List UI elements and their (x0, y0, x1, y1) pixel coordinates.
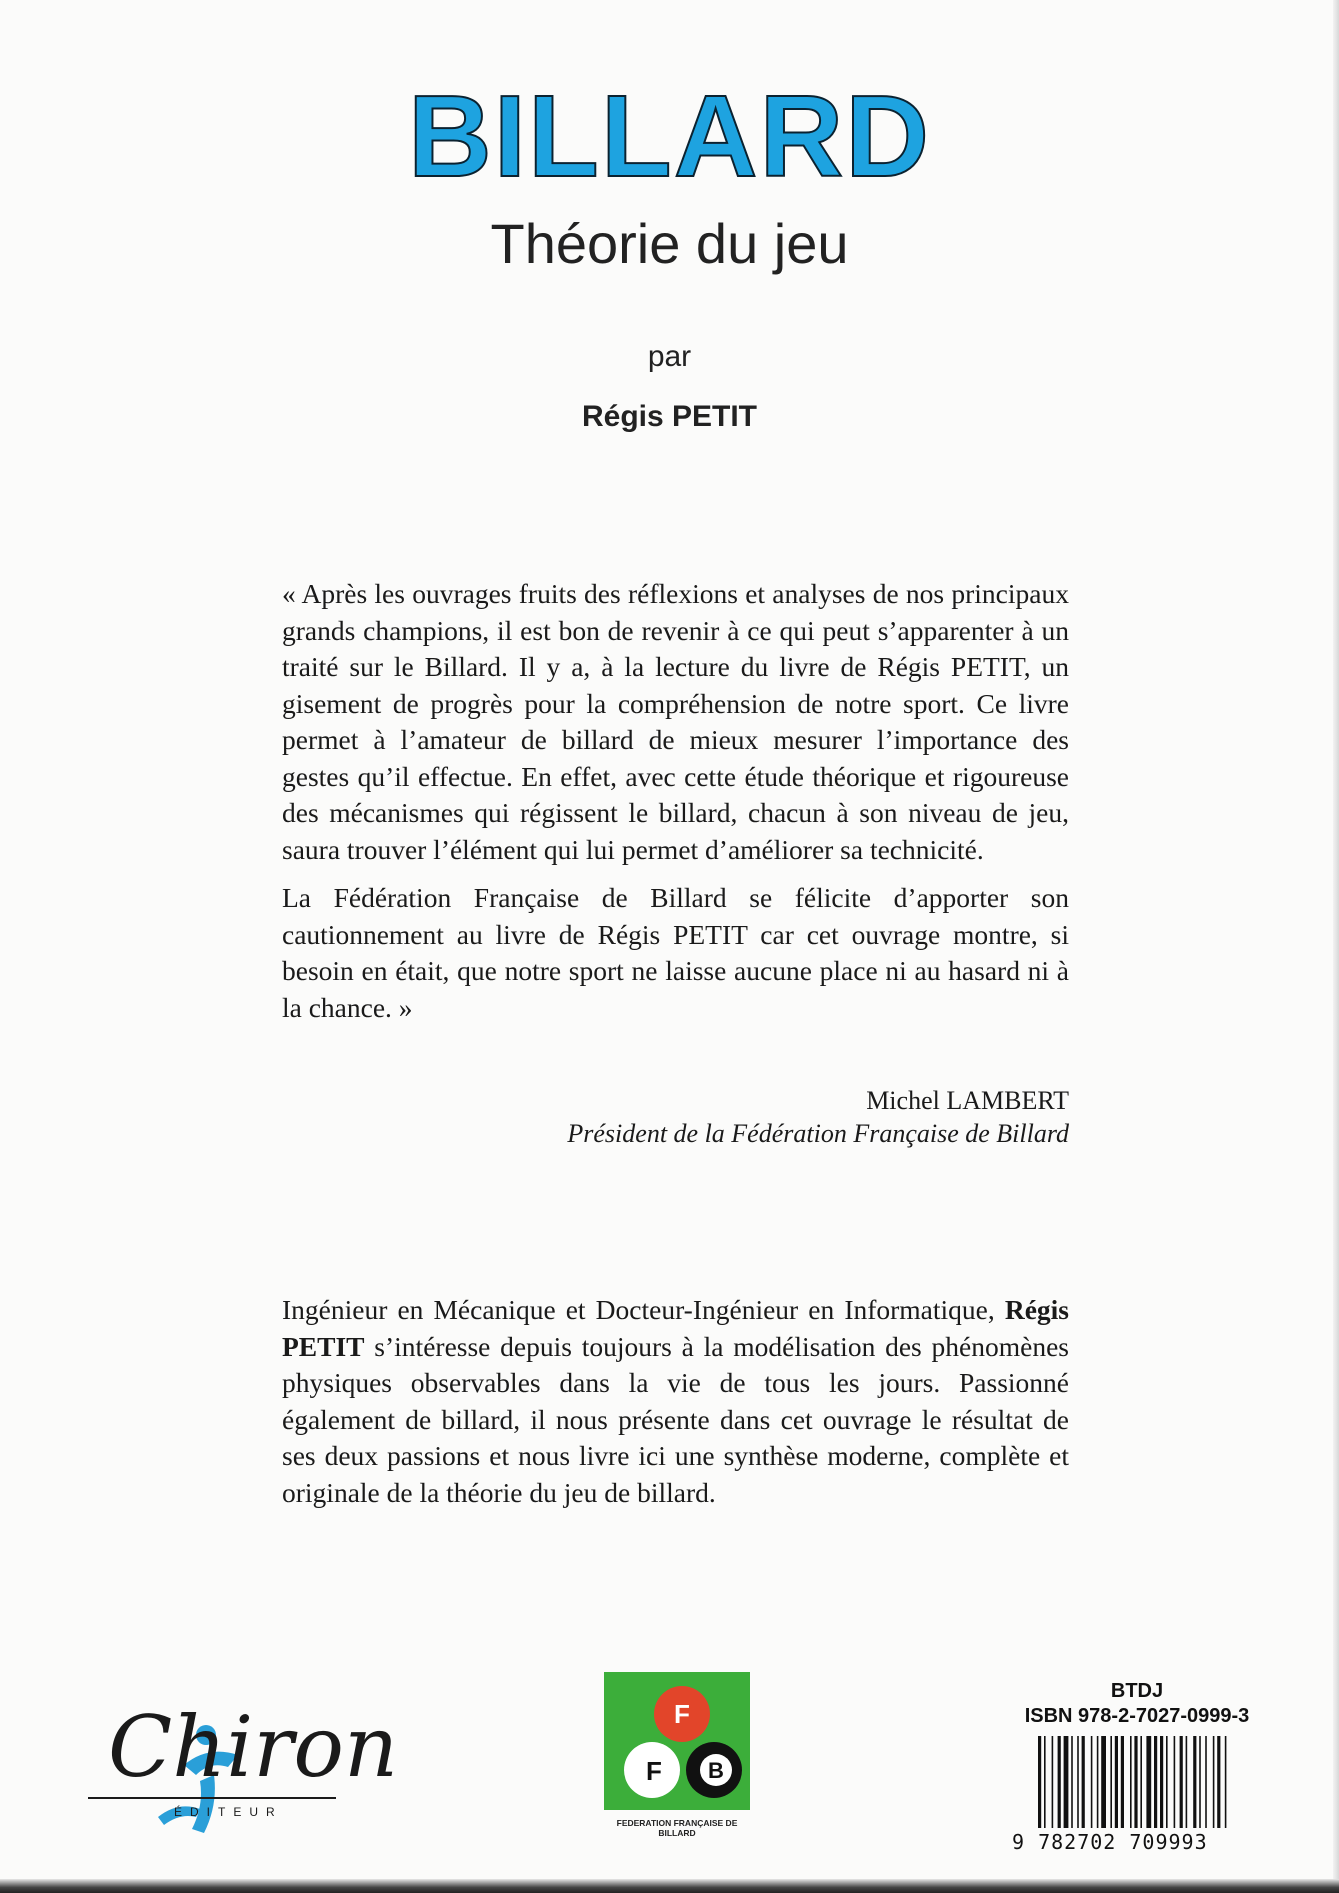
book-title: BILLARD (407, 71, 932, 201)
author-name: Régis PETIT (581, 400, 758, 433)
ffb-letter-right: B (708, 1758, 724, 1783)
barcode-digits: 9 782702 709993 (1012, 1830, 1208, 1854)
ffb-caption: FEDERATION FRANÇAISE DE BILLARD (616, 1818, 738, 1838)
ffb-letter-top: F (674, 1699, 690, 1729)
ffb-logo (604, 1672, 750, 1840)
page-edge-right (1333, 0, 1339, 1893)
isbn-number: ISBN 978-2-7027-0999-3 (1024, 1705, 1250, 1727)
chiron-editeur-label: ÉDITEUR (174, 1805, 283, 1819)
bio-author-name: Régis PETIT (282, 1294, 1070, 1362)
barcode-icon (1036, 1736, 1262, 1828)
isbn-block (1012, 1680, 1262, 1854)
chiron-editeur-logo (88, 1698, 399, 1835)
foreword-quote (282, 576, 1069, 1038)
quote-paragraph-1: « Après les ouvrages fruits des réflexions et analyses de nos principaux grands champions, il est bon de revenir à ce qui peut s’apparenter à un traité sur le Billard. Il y a, à la lecture du livre de Régis PETIT, un gisement de progrès pour la compréhension de notre sport. Ce livre permet à l’amateur de billard de mieux mesurer l’importance des gestes qu’il effectue. En effet, avec cette étude théorique et rigoureuse des mécanismes qui régissent le billard, chacun à son niveau de jeu, saura trouver l’élément qui lui permet d’améliorer sa technicité. (282, 578, 1069, 865)
page-edge-bottom (0, 1879, 1339, 1893)
ffb-letter-left: F (646, 1756, 662, 1786)
chiron-wordmark: Chiron (108, 1698, 399, 1796)
by-label: par (647, 340, 692, 373)
quote-paragraph-2: La Fédération Française de Billard se félicite d’apporter son cautionnement au livre de Régis PETIT car cet ouvrage montre, si besoin en était, que notre sport ne laisse aucune place ni au hasard ni à la chance. » (282, 882, 1069, 1023)
bio-line-1: Ingénieur en Mécanique et Docteur-Ingénieur en Informatique, (282, 1294, 995, 1325)
signature-name: Michel LAMBERT (866, 1086, 1069, 1115)
quote-signature (282, 1084, 1069, 1150)
chiron-underline (88, 1797, 336, 1799)
book-subtitle: Théorie du jeu (490, 212, 849, 275)
ffb-balls-icon (604, 1672, 750, 1810)
bio-rest: s’intéresse depuis toujours à la modélisation des phénomènes physiques observables dans la vie de tous les jours. Passionné également de billard, il nous présente dans cet ouvrage le résultat de ses deux passions et nous livre ici une synthèse moderne, complète et originale de la théorie du jeu de billard. (282, 1330, 1069, 1508)
signature-role: Président de la Fédération Française de Billard (567, 1119, 1069, 1148)
author-bio (282, 1292, 1069, 1523)
bio-paragraph (282, 1292, 1069, 1511)
product-code: BTDJ (1110, 1680, 1164, 1702)
